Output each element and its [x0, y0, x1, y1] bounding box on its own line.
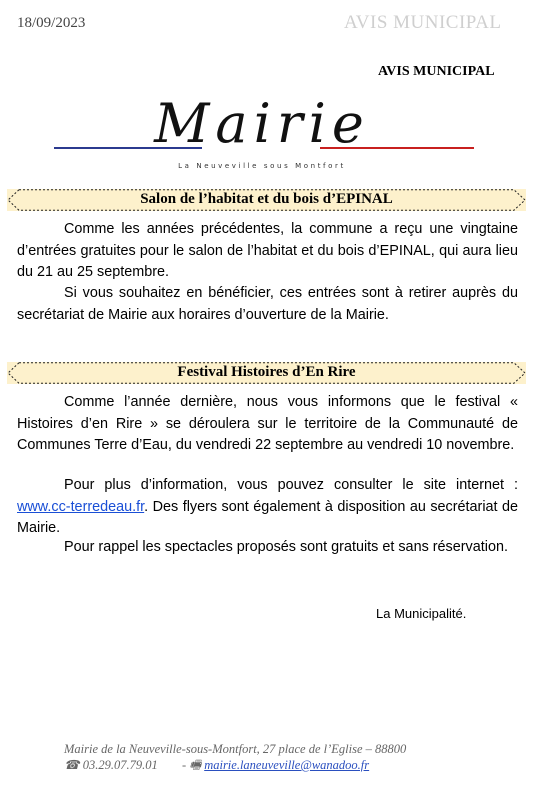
footer-separator: - — [181, 758, 187, 772]
logo-name: Mairie — [154, 92, 370, 155]
section2-title: Festival Histoires d’En Rire — [177, 364, 356, 380]
footer-address: Mairie de la Neuveville-sous-Montfort, 27 place de l’Eglise – 88800 — [64, 742, 407, 756]
page-title: AVIS MUNICIPAL — [378, 64, 495, 79]
section2-paragraph-2-text-b: . Des flyers sont également à disposition au secrétariat de Mairie. — [17, 498, 518, 536]
website-link[interactable]: www.cc-terredeau.fr — [17, 498, 145, 515]
section1-paragraph-1: Comme les années précédentes, la commune a reçu une vingtaine d’entrées gratuites pour le salon de l’habitat et du bois d’EPINAL, qui aura lieu du 21 au 25 septembre. — [17, 221, 518, 280]
footer — [64, 741, 406, 773]
section2-paragraph-2 — [17, 475, 518, 540]
section1-title: Salon de l’habitat et du bois d’EPINAL — [140, 191, 393, 207]
document-date: 18/09/2023 — [17, 15, 86, 31]
section2-banner — [7, 362, 526, 384]
section2-paragraph-2-text-a: Pour plus d’information, vous pouvez consulter le site internet : — [64, 477, 518, 493]
signature: La Municipalité. — [376, 606, 467, 621]
logo-subtitle: La Neuveville sous Montfort — [178, 162, 346, 170]
section1-paragraph-2: Si vous souhaitez en bénéficier, ces entrées sont à retirer auprès du secrétariat de Mairie aux horaires d’ouverture de la Mairie. — [17, 285, 518, 323]
mairie-logo — [50, 88, 480, 174]
phone-icon: ☎ — [64, 758, 80, 772]
section1-banner — [7, 189, 526, 211]
section2-paragraph-3: Pour rappel les spectacles proposés sont gratuits et sans réservation. — [64, 539, 508, 555]
footer-phone: 03.29.07.79.01 — [82, 758, 158, 772]
fax-icon: 🖷 — [189, 758, 202, 772]
watermark-header: AVIS MUNICIPAL — [344, 12, 502, 33]
section2-paragraph-1: Comme l’année dernière, nous vous informons que le festival « Histoires d’en Rire » se déroulera sur le territoire de la Communauté de Communes Terre d’Eau, du vendredi 22 septembre au vendredi 10 novembre. — [17, 394, 518, 453]
footer-contact — [64, 757, 406, 773]
email-link[interactable]: mairie.laneuveville@wanadoo.fr — [204, 758, 370, 772]
